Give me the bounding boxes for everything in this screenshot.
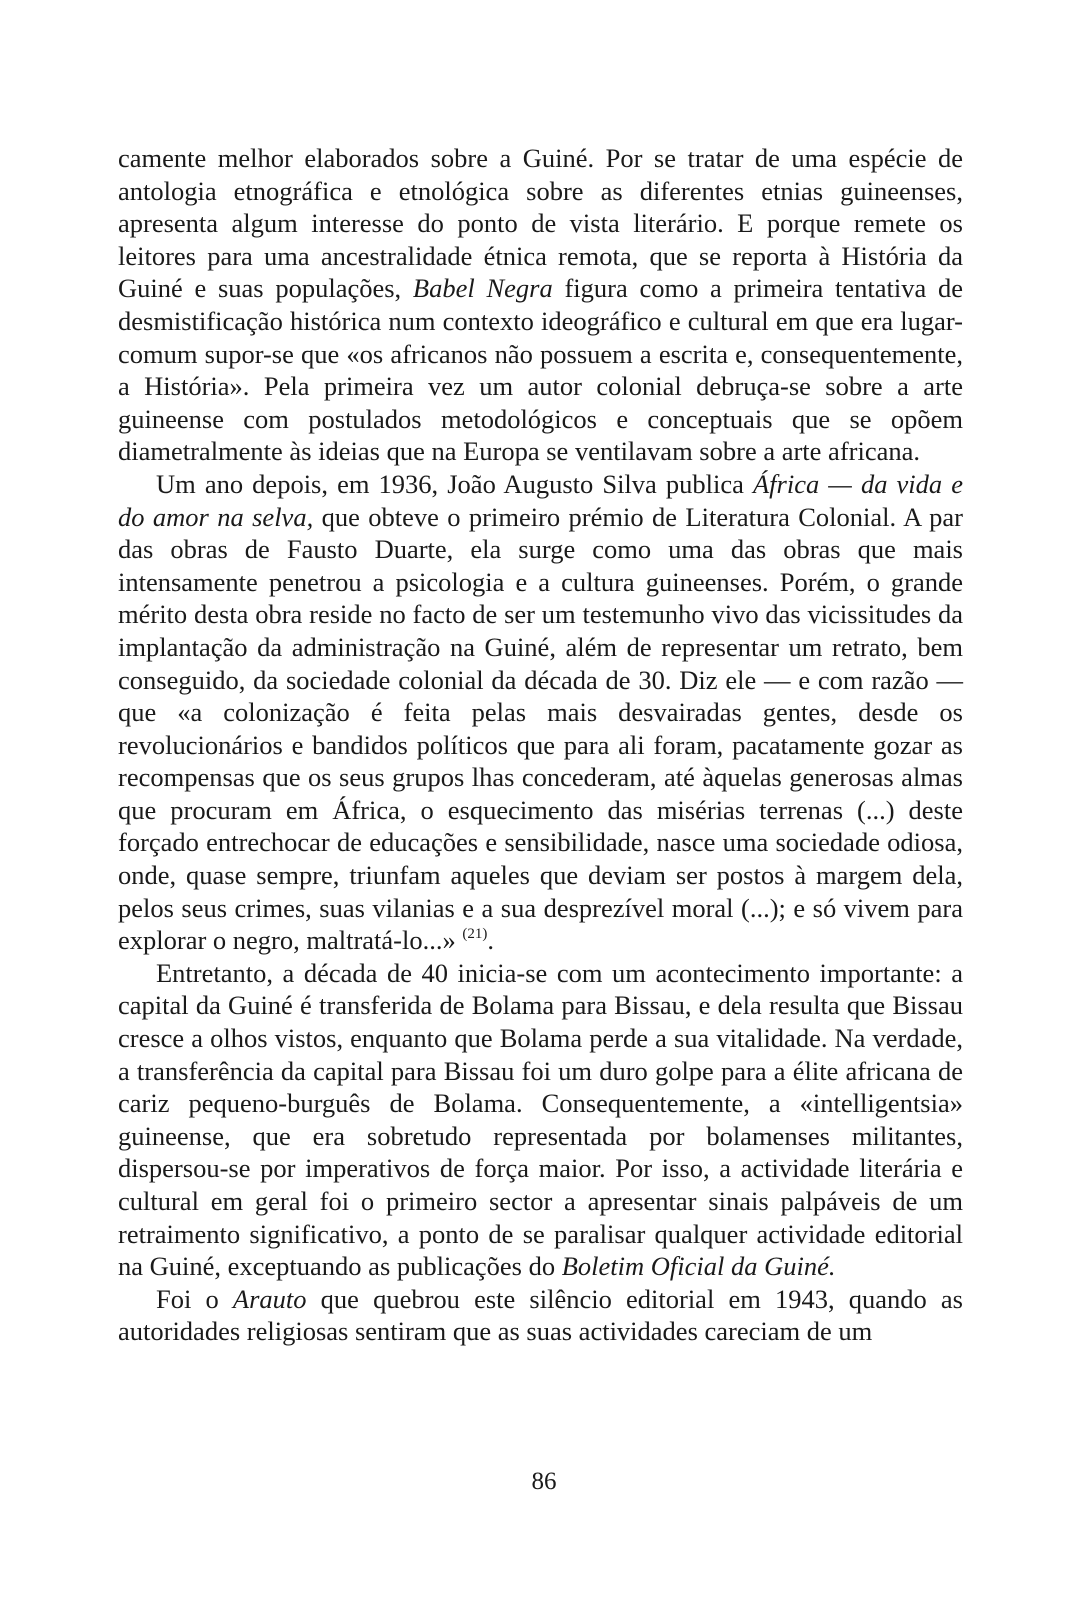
- paragraph-1: [118, 142, 963, 468]
- book-title-babel-negra: Babel Negra: [412, 273, 553, 304]
- paragraph-1-text-1: camente melhor elaborados sobre a Guiné. Por se tratar de uma espécie de antologia etnográfica e etnológica sobre as diferentes etnias guineenses, apresenta algum interesse do ponto de vista literário. E porque remete os leitores para uma ancestralidade étnica remota, que se reporta à História da Guiné e suas populações,: [118, 143, 963, 304]
- paragraph-2-text-3: .: [487, 925, 494, 956]
- book-title-africa: África — da vida e do amor na selva,: [118, 468, 964, 532]
- body-text: [118, 142, 963, 1348]
- footnote-marker: (21): [462, 926, 488, 943]
- paragraph-4-text-1: Foi o: [156, 1283, 233, 1314]
- paragraph-4-text-2: que quebrou este silêncio editorial em 1943, quando as autoridades religiosas sentiram que as suas actividades careciam de um: [118, 1283, 963, 1347]
- paragraph-2-text-2: que obteve o primeiro prémio de Literatura Colonial. A par das obras de Fausto Duarte, ela surge como uma das obras que mais intensamente penetrou a psicologia e a cultura guineenses. Porém, o grande mérito desta obra reside no facto de ser um testemunho vivo das vicissitudes da implantação da administração na Guiné, além de representar um retrato, bem conseguido, da sociedade colonial da década de 30. Diz ele — e com razão — que «a colonização é feita pelas mais desvairadas gentes, desde os revolucionários e bandidos políticos que para ali foram, pacatamente gozar as recompensas que os seus grupos lhas concederam, até àquelas generosas almas que procuram em África, o esquecimento das misérias terrenas (...) deste forçado entrechocar de educações e sensibilidade, nasce uma sociedade odiosa, onde, quase sempre, triunfam aqueles que deviam ser postos à margem dela, pelos seus crimes, suas vilanias e a sua desprezível moral (...); e só vivem para explorar o negro, maltratá-lo...»: [118, 501, 963, 956]
- paragraph-3: [118, 957, 963, 1283]
- paragraph-4: [118, 1283, 963, 1348]
- paragraph-1-text-2: figura como a primeira tentativa de desmistificação histórica num contexto ideográfico e cultural em que era lugar-comum supor-se que «os africanos não possuem a escrita e, consequentemente, a História». Pela primeira vez um autor colonial debruça-se sobre a arte guineense com postulados metodológicos e conceptuais que se opõem diametralmente às ideias que na Europa se ventilavam sobre a arte africana.: [118, 273, 964, 467]
- page-number: 86: [531, 1468, 557, 1495]
- paragraph-2-text-1: Um ano depois, em 1936, João Augusto Silva publica: [156, 468, 753, 499]
- publication-title-boletim: Boletim Oficial da Guiné.: [561, 1251, 836, 1282]
- paragraph-2: [118, 468, 963, 957]
- publication-title-arauto: Arauto: [232, 1283, 307, 1314]
- paragraph-3-text-1: Entretanto, a década de 40 inicia-se com um acontecimento importante: a capital da Guiné é transferida de Bolama para Bissau, e dela resulta que Bissau cresce a olhos vistos, enquanto que Bolama perde a sua vitalidade. Na verdade, a transferência da capital para Bissau foi um duro golpe para a élite africana de cariz pequeno-burguês de Bolama. Consequentemente, a «intelligentsia» guineense, que era sobretudo representada por bolamenses militantes, dispersou-se por imperativos de força maior. Por isso, a actividade literária e cultural em geral foi o primeiro sector a apresentar sinais palpáveis de um retraimento significativo, a ponto de se paralisar qualquer actividade editorial na Guiné, exceptuando as publicações do: [118, 957, 963, 1282]
